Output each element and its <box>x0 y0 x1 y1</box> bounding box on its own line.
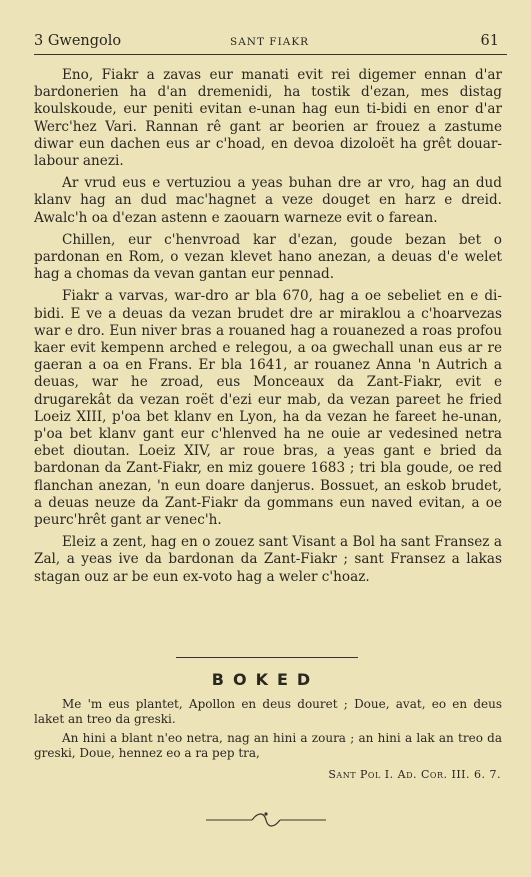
verse: Me 'm eus plantet, Apollon en deus douret ; Doue, avat, eo en deus laket an treo da greski. <box>34 697 502 726</box>
body-text <box>34 67 502 591</box>
page-header <box>34 30 507 55</box>
header-date: 3 Gwengolo <box>34 33 122 49</box>
section-divider <box>176 657 358 658</box>
paragraph: Fiakr a varvas, war-dro ar bla 670, hag a oe sebeliet en e di-bidi. E ve a deuas da vezan brudet dre ar miraklou a c'hoarvezas war e dro. Eun niver bras a rouaned hag a rouanezed a roas profou kaer evit kempenn arched e relegou, a oa gwechall unan eus ar re gaeran a oa en Frans. Er bla 1641, ar rouanez Anna 'n Autrich a deuas, war he zroad, eus Monceaux da Zant-Fiakr, evit e drugarekât da vezan roët d'ezi eur mab, da vezan pareet he fried Loeiz XIII, p'oa bet klanv en Lyon, ha da vezan he fareet he-unan, p'oa bet klanv gant eur c'hlenved ha ne ouie ar vedesined netra ebet dioutan. Loeiz XIV, ar roue bras, a yeas gant e bried da bardonan da Zant-Fiakr, en miz gouere 1683 ; tri bla goude, oe red flanchan anezan, 'n eun doare danjerus. Bossuet, an eskob brudet, a deuas neuze da Zant-Fiakr da gommans eun naved evitan, a oe peurc'hrêt gant ar venec'h. <box>34 288 502 529</box>
paragraph: Eno, Fiakr a zavas eur manati evit rei digemer ennan d'ar bardonerien ha d'an dremenidi, ha tostik d'ezan, mes distag koulskoude, eur peniti evitan e-unan hag eun ti-bidi en enor d'ar Werc'hez Vari. Rannan rê gant ar beorien ar frouez a zastume diwar eun dachen eus ar c'hoad, en devoa dizoloët ha grêt douar-labour anezi. <box>34 67 502 170</box>
scripture-verses <box>34 697 502 765</box>
tail-ornament-icon <box>206 810 326 830</box>
paragraph: Chillen, eur c'henvroad kar d'ezan, goude bezan bet o pardonan en Rom, o vezan klevet hano anezan, a deuas d'e welet hag a chomas da vevan gantan eur pennad. <box>34 231 502 283</box>
running-title: SANT FIAKR <box>230 36 310 48</box>
section-title: BOKED <box>211 670 320 689</box>
paragraph: Eleiz a zent, hag en o zouez sant Visant a Bol ha sant Fransez a Zal, a yeas ive da bardonan da Zant-Fiakr ; sant Fransez a lakas stagan ouz ar be eun ex-voto hag a weler c'hoaz. <box>34 534 502 585</box>
page-number: 61 <box>480 33 499 49</box>
scripture-reference: Sant Pol I. Ad. Cor. III. 6. 7. <box>328 768 501 781</box>
paragraph: Ar vrud eus e vertuziou a yeas buhan dre ar vro, hag an dud klanv hag an dud mac'hagnet a veze douget en harz e dreid. Awalc'h oa d'ezan astenn e zaouarn warneze evit o farean. <box>34 175 502 226</box>
verse: An hini a blant n'eo netra, nag an hini a zoura ; an hini a lak an treo da greski, Doue, hennez eo a ra pep tra, <box>34 731 502 760</box>
